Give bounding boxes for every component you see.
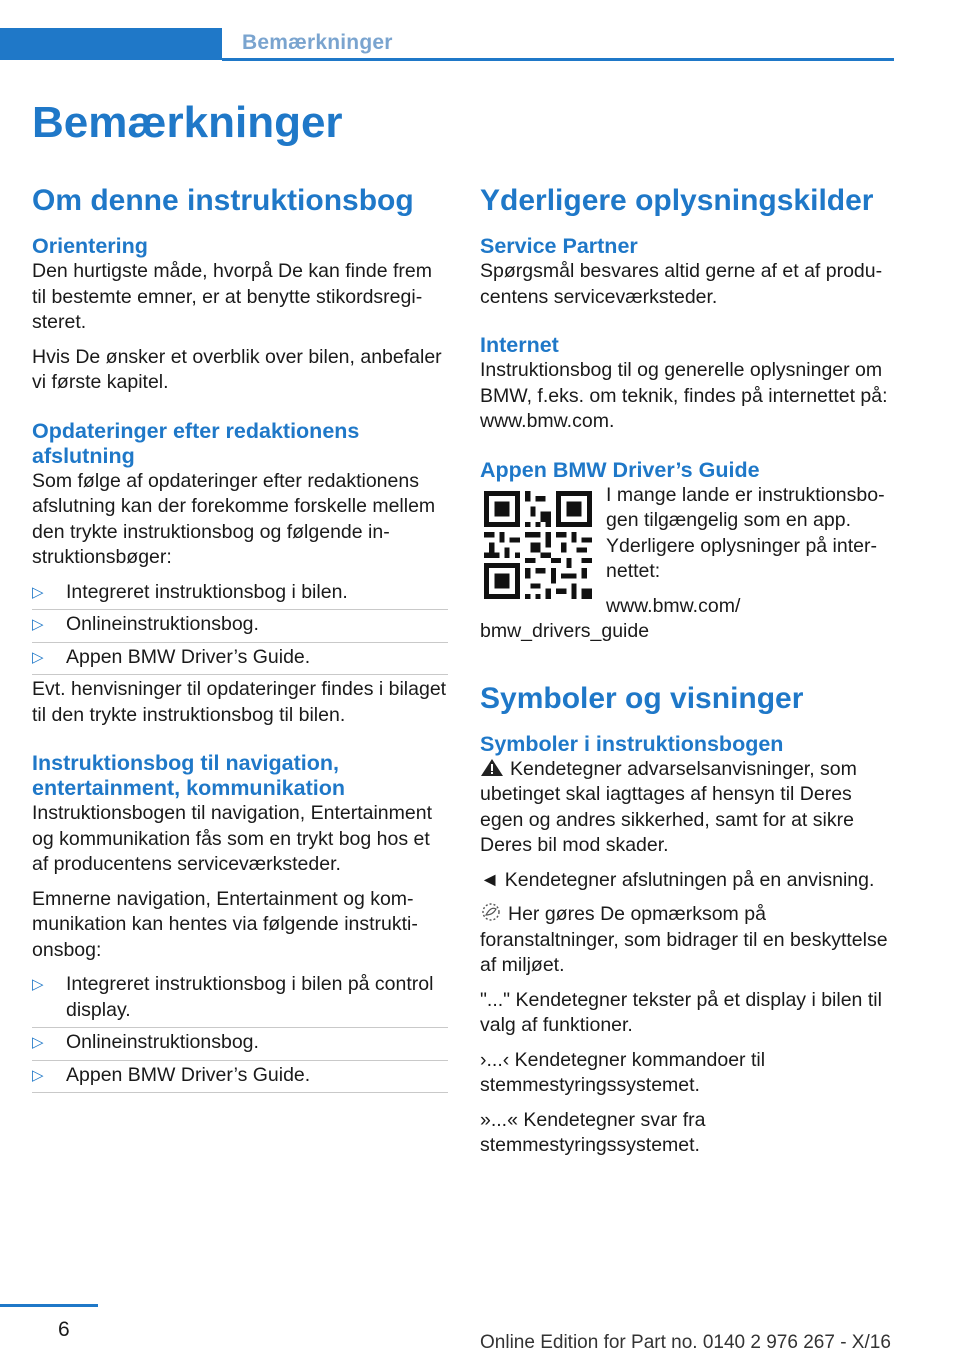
header-accent-bar [0,28,222,60]
triangle-bullet-icon: ▷ [32,648,44,666]
heading-orientering: Orientering [32,234,148,258]
section-title-symbols: Symboler og visninger [480,681,804,715]
footer-edition: Online Edition for Part no. 0140 2 976 267 - X/16 [480,1332,891,1353]
paragraph: Evt. henvisninger til opdateringer findes i bilaget til den trykte instruktionsbog til bilen. [32,678,447,726]
quote-paragraph: "..." Kendetegner tekster på et display i bilen til valg af funktioner. [480,988,882,1036]
environment-icon [480,902,502,922]
qr-block [480,483,898,645]
paragraph: Som følge af opdateringer efter redaktionens afslutning kan der forekomme forskelle mellem den trykte instruktionsbog og følgende instruktionsbøger: [32,469,436,568]
footer-rule [0,1304,98,1307]
bullet-list [32,580,448,671]
paragraph: Instruktionsbogen til navigation, Entertainment og kommunikation fås som en trykt bog hos et af producentens serviceværksteder. [32,802,432,875]
heading-navigation: Instruktionsbog til navigation, entertainment, kommunikation [32,751,345,800]
paragraph: Den hurtigste måde, hvorpå De kan finde frem til bestemte emner, er at benytte stikordsregisteret. [32,260,432,333]
list-item: ▷ Onlineinstruktionsbog. [32,612,448,638]
list-item: ▷ Integreret instruktionsbog i bilen på control display. [32,972,448,1023]
warning-icon [480,758,504,777]
heading-internet: Internet [480,333,559,357]
bullet-list [32,972,448,1088]
double-angle-paragraph: »...« Kendetegner svar fra stemmestyringssystemet. [480,1108,706,1156]
paragraph: Instruktionsbog til og generelle oplysninger om BMW, f.eks. om teknik, findes på internettet på: www.bmw.com. [480,359,888,432]
triangle-bullet-icon: ▷ [32,976,44,993]
paragraph: I mange lande er instruktionsbogen tilgængelig som en app. Yderligere oplysninger på internettet: [606,483,885,582]
page-number: 6 [58,1318,70,1341]
paragraph: Spørgsmål besvares altid gerne af et af producentens serviceværksteder. [480,260,883,308]
single-angle-paragraph: ›...‹ Kendetegner kommandoer til stemmestyringssystemet. [480,1048,766,1096]
qr-code-icon[interactable] [484,491,592,599]
paragraph: Hvis De ønsker et overblik over bilen, anbefaler vi første kapitel. [32,345,442,393]
running-header: Bemærkninger [242,31,393,54]
heading-symbols: Symboler i instruktionsbogen [480,731,784,756]
list-item: ▷ Integreret instruktionsbog i bilen. [32,580,448,606]
list-item: ▷ Onlineinstruktionsbog. [32,1030,448,1056]
environment-paragraph: Her gøres De opmærksom på foranstaltninger, som bidrager til en beskyttelse af miljøet. [480,903,888,976]
heading-app: Appen BMW Driver’s Guide [480,457,760,482]
left-column [32,182,448,1095]
triangle-bullet-icon: ▷ [32,583,44,601]
section-title-sources: Yderligere oplysningskilder [480,184,874,217]
heading-opdateringer: Opdateringer efter redaktionens afslutning [32,418,360,468]
app-url-line: www.bmw.com/ bmw_drivers_guide [480,594,741,642]
triangle-bullet-icon: ▷ [32,616,44,633]
warning-paragraph: Kendetegner advarselsanvisninger, som ubetinget skal iagttages af hensyn til Deres egen og andres sikkerhed, samt for at sikre Deres bil mod skader. [480,757,857,856]
heading-service-partner: Service Partner [480,234,638,258]
section-title-about: Om denne instruktionsbog [32,184,414,217]
triangle-bullet-icon: ▷ [32,1066,44,1084]
page-title: Bemærkninger [32,98,343,147]
list-item: ▷ Appen BMW Driver’s Guide. [32,1063,448,1089]
right-column [480,182,898,1168]
end-mark-paragraph: ◄ Kendetegner afslutningen på en anvisning. [480,868,875,891]
triangle-bullet-icon: ▷ [32,1034,44,1051]
paragraph: Emnerne navigation, Entertainment og kommunikation kan hentes via følgende instruktionsbog: [32,887,418,961]
list-item: ▷ Appen BMW Driver’s Guide. [32,645,448,671]
header-rule [222,58,894,61]
